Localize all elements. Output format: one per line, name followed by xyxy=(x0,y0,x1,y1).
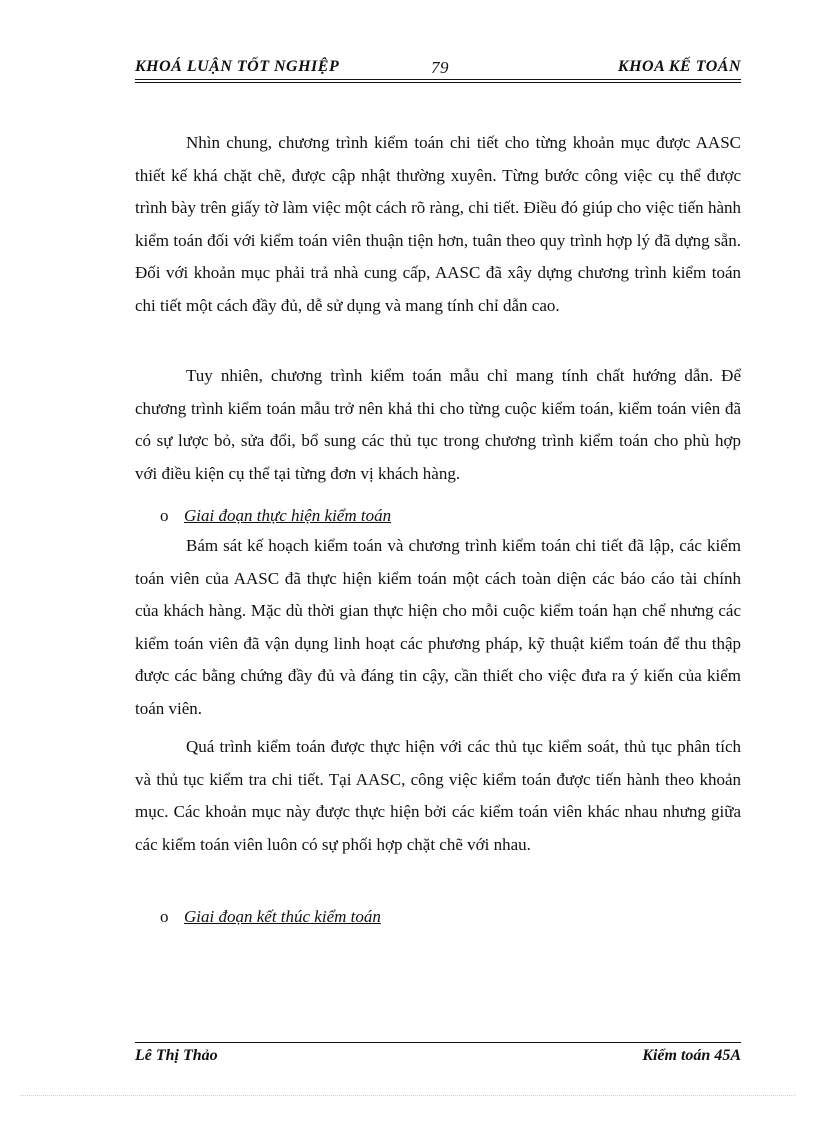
footer-rule xyxy=(135,1042,741,1043)
page-edge-dotted-line xyxy=(20,1095,796,1096)
bullet-circle-icon: o xyxy=(160,907,169,926)
page-header xyxy=(135,56,741,80)
paragraph-4: Quá trình kiểm toán được thực hiện với các thủ tục kiểm soát, thủ tục phân tích và thủ tục kiểm tra chi tiết. Tại AASC, công việc kiểm toán được tiến hành theo khoản mục. Các khoản mục này được thực hiện bởi các kiểm toán viên khác nhau nhưng giữa các kiểm toán viên luôn có sự phối hợp chặt chẽ với nhau. xyxy=(135,737,741,854)
bullet-item-2 xyxy=(160,906,381,928)
header-department: KHOA KẾ TOÁN xyxy=(617,58,741,75)
bullet-item-1 xyxy=(160,505,391,527)
footer-author: Lê Thị Thảo xyxy=(135,1047,218,1064)
paragraph-3: Bám sát kế hoạch kiểm toán và chương trình kiểm toán chi tiết đã lập, các kiểm toán viên của AASC đã thực hiện kiểm toán một cách toàn diện các báo cáo tài chính của khách hàng. Mặc dù thời gian thực hiện cho mỗi cuộc kiểm toán hạn chế nhưng các kiểm toán viên đã vận dụng linh hoạt các phương pháp, kỹ thuật kiểm toán để thu thập được các bằng chứng đầy đủ và đáng tin cậy, cần thiết cho việc đưa ra ý kiến của kiểm toán viên. xyxy=(135,536,741,718)
bullet-heading-1: Giai đoạn thực hiện kiểm toán xyxy=(184,506,392,525)
header-rule-thin xyxy=(135,82,741,83)
header-thesis-title: KHOÁ LUẬN TỐT NGHIỆP xyxy=(135,58,340,75)
footer-class: Kiểm toán 45A xyxy=(642,1047,741,1064)
bullet-circle-icon: o xyxy=(160,506,169,525)
paragraph-1: Nhìn chung, chương trình kiểm toán chi tiết cho từng khoản mục được AASC thiết kế khá chặt chẽ, được cập nhật thường xuyên. Từng bước công việc cụ thể được trình bày trên giấy tờ làm việc một cách rõ ràng, chi tiết. Điều đó giúp cho việc tiến hành kiểm toán đối với kiểm toán viên thuận tiện hơn, tuân theo quy trình hợp lý đã dựng sẵn. Đối với khoản mục phải trả nhà cung cấp, AASC đã xây dựng chương trình kiểm toán chi tiết một cách đầy đủ, dễ sử dụng và mang tính chỉ dẫn cao. xyxy=(135,133,741,315)
page-number: 79 xyxy=(431,58,449,77)
header-rule xyxy=(135,79,741,80)
bullet-heading-2: Giai đoạn kết thúc kiểm toán xyxy=(184,907,381,926)
paragraph-2: Tuy nhiên, chương trình kiểm toán mẫu chỉ mang tính chất hướng dẫn. Để chương trình kiểm toán mẫu trở nên khả thi cho từng cuộc kiểm toán, kiểm toán viên đã có sự lược bỏ, sửa đổi, bổ sung các thủ tục trong chương trình kiểm toán cho phù hợp với điều kiện cụ thể tại từng đơn vị khách hàng. xyxy=(135,366,741,483)
